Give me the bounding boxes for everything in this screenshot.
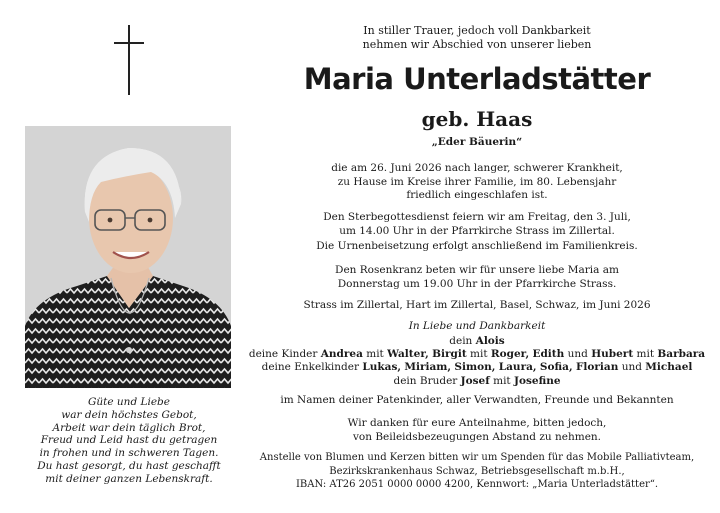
urn-burial: Die Urnenbeisetzung erfolgt anschließend im Familienkreis. [316,240,638,252]
donation: Anstelle von Blumen und Kerzen bitten wir um Spenden für das Mobile Palliativteam, Bezirkskrankenhaus Schwaz, Betriebsgesellschaft m.b.H., IBAN: AT26 2051 0000 0000 4200, Kennwort: „Maria Unterladstätter“. [259,452,695,490]
cross-icon [114,25,144,95]
poem-line: in frohen und in schweren Tagen. [39,447,219,460]
rosary: Den Rosenkranz beten wir für unsere liebe Maria am Donnerstag um 19.00 Uhr in der Pfarrkirche Strass. [335,264,619,290]
funeral-mass: Den Sterbegottesdienst feiern wir am Freitag, den 3. Juli, um 14.00 Uhr in der Pfarrkirche Strass im Zillertal. [323,211,631,237]
poem-line: Du hast gesorgt, du hast geschafft [37,459,221,472]
husband-line: dein Alois [449,335,505,347]
grandchildren-line: deine Enkelkinder Lukas, Miriam, Simon, Laura, Sofia, Florian und Michael [261,361,693,374]
deceased-name: Maria Unterladstätter [303,62,651,96]
nickname: „Eder Bäuerin“ [431,136,523,148]
intro-text: In stiller Trauer, jedoch voll Dankbarkeit nehmen wir Abschied von unserer lieben [362,24,592,51]
closing: In Liebe und Dankbarkeit [408,320,546,332]
poem-line: war dein höchstes Gebot, [61,408,197,421]
others-line: im Namen deiner Patenkinder, aller Verwandten, Freunde und Bekannten [280,394,674,406]
poem-line: Güte und Liebe [88,396,170,408]
maiden-name: geb. Haas [421,107,533,131]
poem-line: Arbeit war dein täglich Brot, [52,421,206,434]
children-line: deine Kinder Andrea mit Walter, Birgit mit Roger, Edith und Hubert mit Barbara [248,348,706,361]
thanks: Wir danken für eure Anteilnahme, bitten jedoch, von Beileidsbezeugungen Abstand zu nehmen. [347,417,607,443]
poem-line: Freud und Leid hast du getragen [40,434,218,447]
poem-line: mit deiner ganzen Lebenskraft. [45,472,213,485]
portrait-photo [25,126,231,388]
brother-line: dein Bruder Josef mit Josefine [393,374,561,387]
family-list [245,335,709,388]
death-notice: die am 26. Juni 2026 nach langer, schwerer Krankheit, zu Hause im Kreise ihrer Familie, im 80. Lebensjahr friedlich eingeschlafen ist. [331,162,623,201]
poem [18,396,240,486]
place-date: Strass im Zillertal, Hart im Zillertal, Basel, Schwaz, im Juni 2026 [303,299,651,311]
